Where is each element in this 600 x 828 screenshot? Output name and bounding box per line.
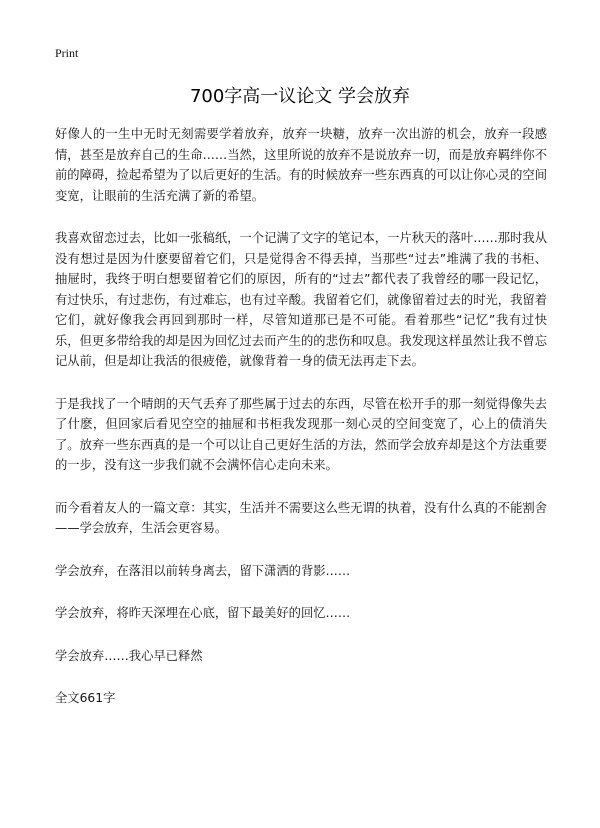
article-body <box>55 124 547 709</box>
article-paragraph: 我喜欢留恋过去，比如一张稿纸，一个记满了文字的笔记本，一片秋天的落叶……那时我从没有想过是因为什麽要留着它们，只是觉得舍不得丢掉，当那些“过去”堆满了我的书柜、抽屉时，我终于明白想要留着它们的原因，所有的“过去”都代表了我曾经的哪一段记忆，有过快乐，有过悲伤，有过难忘，也有过辛酸。我留着它们，就像留着过去的时光，我留着它们，就好像我会再回到那时一样，尽管知道那已是不可能。看着那些“记忆”我有过快乐，但更多带给我的却是因为回忆过去而产生的的悲伤和叹息。我发现这样虽然让我不曾忘记从前，但是却让我活的很疲倦，就像背着一身的债无法再走下去。 <box>55 231 547 368</box>
article-title: 700字高一议论文 学会放弃 <box>189 86 411 107</box>
word-count: 全文661字 <box>55 691 116 705</box>
article-paragraph: 好像人的一生中无时无刻需要学着放弃，放弃一块糖，放弃一次出游的机会，放弃一段感情，甚至是放弃自己的生命……当然，这里所说的放弃不是说放弃一切，而是放弃羁绊你不前的障碍，捡起希望为了以后更好的生活。有的时候放弃一些东西真的可以让你心灵的空间变宽，让眼前的生活充满了新的希望。 <box>55 127 547 203</box>
article-paragraph: 学会放弃……我心早已释然 <box>55 648 203 663</box>
article-paragraph: 于是我找了一个晴朗的天气丢弃了那些属于过去的东西，尽管在松开手的那一刻觉得像失去了什麽，但回家后看见空空的抽屉和书柜我发现那一刻心灵的空间变宽了，心上的债消失了。放弃一些东西真的是一个可以让自己更好生活的方法，然而学会放弃却是这个方法重要的一步，没有这一步我们就不会满怀信心走向未来。 <box>55 396 547 472</box>
article-paragraph: 学会放弃，在落泪以前转身离去，留下潇洒的背影…… <box>55 563 351 578</box>
print-link[interactable]: Print <box>55 46 79 60</box>
article-paragraph: 而今看着友人的一篇文章：其实，生活并不需要这么些无谓的执着，没有什么真的不能割舍——学会放弃，生活会更容易。 <box>55 500 547 535</box>
article-paragraph: 学会放弃，将昨天深埋在心底，留下最美好的回忆…… <box>55 606 351 620</box>
